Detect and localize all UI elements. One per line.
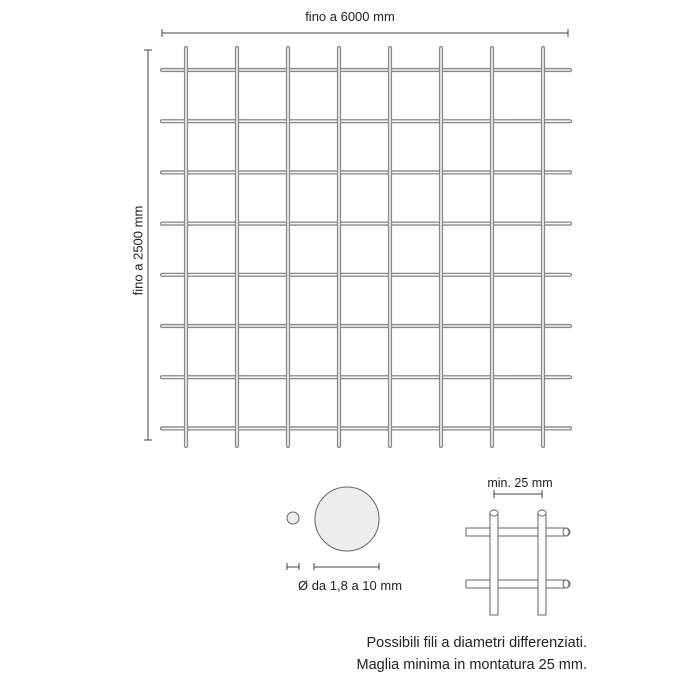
welded-mesh-panel [162, 48, 570, 446]
mesh-detail [466, 490, 570, 615]
height-label: fino a 2500 mm [130, 205, 146, 296]
caption [300, 632, 587, 676]
caption-line-2: Maglia minima in montatura 25 mm. [356, 657, 587, 673]
caption-line-1: Possibili fili a diametri differenziati. [366, 635, 587, 651]
small-wire-section [287, 512, 299, 524]
spacing-dimension-line [494, 490, 542, 498]
detail-vertical-rods [490, 510, 546, 615]
spacing-label: min. 25 mm [487, 476, 553, 490]
diameter-label: Ø da 1,8 a 10 mm [297, 578, 403, 593]
width-label: fino a 6000 mm [305, 9, 395, 24]
diameter-dimension-lines [287, 563, 379, 570]
detail-horizontal-rods [466, 528, 570, 588]
large-wire-section [315, 487, 379, 551]
width-dimension-line [162, 29, 568, 37]
